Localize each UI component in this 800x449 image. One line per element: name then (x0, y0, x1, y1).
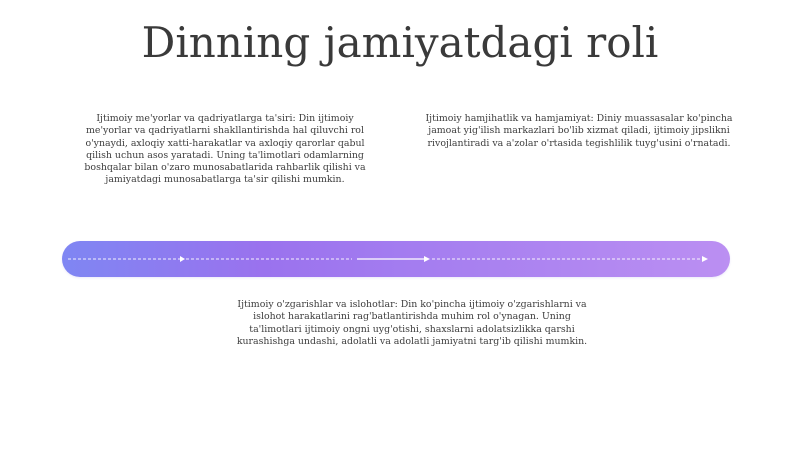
arrow-head-2 (424, 256, 430, 262)
text-block-social-norms: Ijtimoiy me'yorlar va qadriyatlarga ta'siri: Din ijtimoiy me'yorlar va qadriyatlarni shakllantirishda hal qiluvchi rol o'ynaydi, axloqiy xatti-harakatlar va axloqiy qarorlar qabul qilish uchun asos yaratadi. Uning ta'limotlari odamlarning boshqalar bilan o'zaro munosabatlarida rahbarlik qilishi va jamiyatdagi munosabatlarga ta'sir qilishi mumkin. (84, 113, 366, 186)
arrow-head-1 (180, 256, 185, 262)
timeline-bar (62, 241, 730, 277)
arrow-head-3 (702, 256, 708, 262)
text-block-social-change: Ijtimoiy o'zgarishlar va islohotlar: Din ko'pincha ijtimoiy o'zgarishlarni va islohot harakatlarini rag'batlantirishda muhim rol o'ynagan. Uning ta'limotlari ijtimoiy ongni uyg'otishi, shaxslarni adolatsizlikka qarshi kurashishga undashi, adolatli va adolatli jamiyatni targ'ib qilishi mumkin. (236, 299, 588, 347)
page-title: Dinning jamiyatdagi roli (141, 18, 659, 67)
text-block-social-cohesion: Ijtimoiy hamjihatlik va hamjamiyat: Diniy muassasalar ko'pincha jamoat yig'ilish markazlari bo'lib xizmat qiladi, ijtimoiy jipslikni rivojlantiradi va a'zolar o'rtasida tegishlilik tuyg'usini o'rnatadi. (425, 113, 733, 149)
timeline-arrows (62, 241, 730, 277)
